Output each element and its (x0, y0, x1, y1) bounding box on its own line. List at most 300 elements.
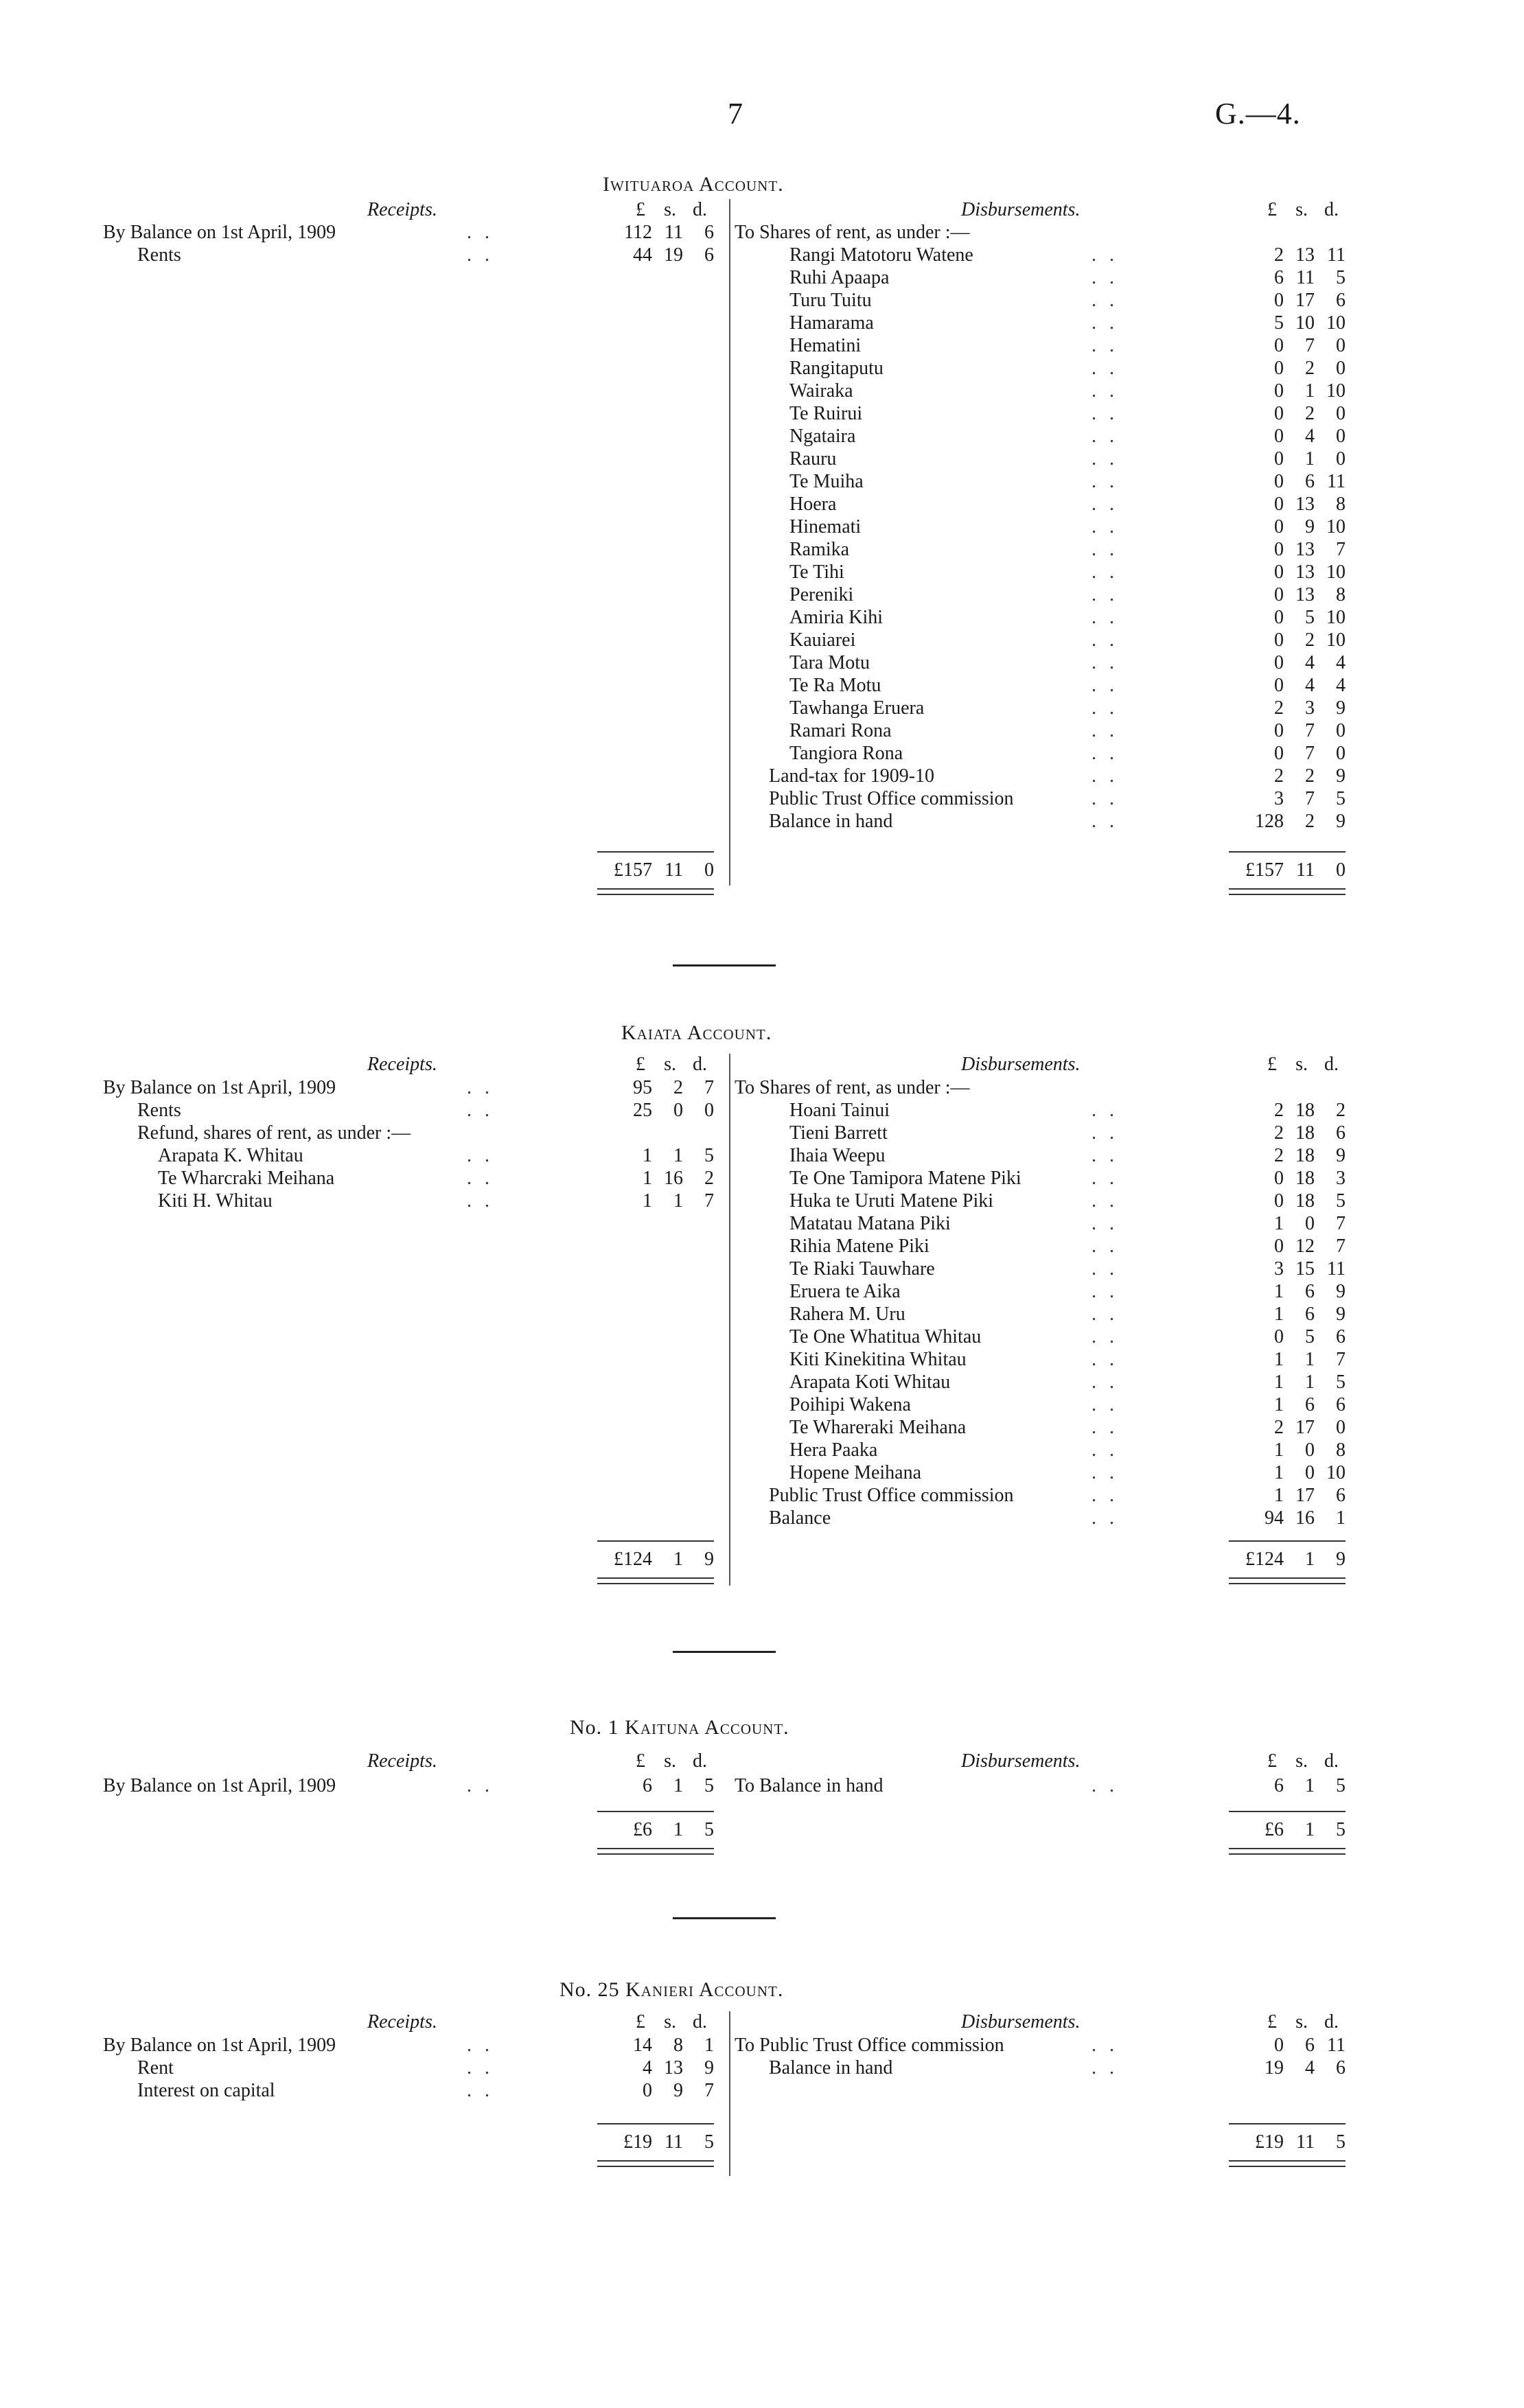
amount-shillings: 4 (1305, 426, 1315, 447)
row-label: Rent (137, 2057, 174, 2079)
share-row (0, 266, 1524, 289)
amount-pounds: 4 (643, 2057, 652, 2079)
amount-pounds: 0 (1274, 2035, 1284, 2056)
amount-shillings: 18 (1295, 1168, 1315, 1189)
row-label: Kauiarei (789, 629, 856, 651)
amount-pounds: 0 (1274, 629, 1284, 651)
amount-shillings: 0 (1305, 1439, 1315, 1461)
total-pence: 5 (704, 2131, 714, 2153)
leader-dots: . . (1092, 1258, 1118, 1280)
amount-shillings: 2 (1305, 765, 1315, 787)
amount-pence: 0 (1336, 426, 1346, 447)
total-shillings: 11 (665, 859, 683, 881)
share-row (0, 629, 1524, 651)
kaituna-disbursements-total-double-rule (1229, 1848, 1346, 1855)
kaituna-receipts-total-top-rule (597, 1811, 714, 1812)
amount (1229, 312, 1346, 334)
amount-pence: 7 (704, 2080, 714, 2101)
leader-dots: . . (1092, 1190, 1118, 1212)
amount-pence: 8 (1336, 494, 1346, 515)
kanieri-title (559, 1978, 783, 2002)
row-label: Te Ra Motu (789, 675, 881, 696)
amount-pence: 11 (1327, 244, 1346, 266)
row-label: To Public Trust Office commission (735, 2035, 1004, 2056)
kaiata-receipts-total-double-rule (597, 1577, 714, 1584)
share-row (0, 538, 1524, 561)
row-label: Rauru (789, 448, 837, 470)
kaiata-divider (729, 1054, 730, 1586)
disbursement-row (0, 1774, 1524, 1797)
amount (1229, 1416, 1346, 1439)
amount-shillings: 1 (1305, 1371, 1315, 1393)
receipt-row (0, 2079, 1524, 2102)
leader-dots: . . (1092, 1462, 1118, 1483)
amount-pence: 10 (1326, 1462, 1346, 1483)
amount-pence: 5 (1336, 267, 1346, 288)
leader-dots: . . (467, 2035, 494, 2056)
row-label: Arapata K. Whitau (158, 1145, 303, 1166)
amount-shillings: 9 (1305, 516, 1315, 537)
amount-pence: 5 (1336, 1190, 1346, 1212)
share-row (0, 561, 1524, 583)
amount (1229, 561, 1346, 583)
amount-pence: 0 (704, 1100, 714, 1121)
total-shillings: 11 (1296, 859, 1315, 881)
amount (1229, 787, 1346, 810)
amount-pounds: 1 (643, 1145, 652, 1166)
leader-dots: . . (1092, 471, 1118, 492)
amount-pounds: 2 (1274, 1122, 1284, 1144)
pounds-header: £ (1267, 1750, 1277, 1772)
amount-shillings: 18 (1295, 1122, 1315, 1144)
kaiata-disbursements-total-top-rule (1229, 1540, 1346, 1542)
amount-pounds: 0 (1274, 1190, 1284, 1212)
pence-header: d. (1324, 1054, 1339, 1075)
amount-shillings: 6 (1305, 1281, 1315, 1302)
total-shillings: 1 (673, 1819, 683, 1840)
amount-pounds: 0 (1274, 743, 1284, 764)
amount-pounds: 6 (1274, 267, 1284, 288)
leader-dots: . . (1092, 1417, 1118, 1438)
amount-shillings: 0 (1305, 1462, 1315, 1483)
row-label: Rihia Matene Piki (789, 1236, 930, 1257)
lsd-column-headers (1229, 2011, 1346, 2033)
leader-dots: . . (1092, 1394, 1118, 1415)
row-label: Rahera M. Uru (789, 1304, 905, 1325)
amount (1229, 244, 1346, 266)
share-row (0, 606, 1524, 629)
leader-dots: . . (1092, 811, 1118, 832)
amount-pounds: 44 (633, 244, 652, 266)
shillings-header: s. (664, 1054, 676, 1075)
row-label: Hoera (789, 494, 837, 515)
lsd-column-headers (597, 1054, 714, 1076)
amount (1229, 1144, 1346, 1167)
total-shillings: 11 (665, 2131, 683, 2153)
leader-dots: . . (1092, 1122, 1118, 1144)
amount (1229, 1212, 1346, 1235)
kaiata-title (621, 1021, 772, 1045)
total-pence: 9 (704, 1549, 714, 1570)
shillings-header: s. (1295, 1750, 1308, 1772)
amount-pounds: 2 (1274, 1100, 1284, 1121)
share-row (0, 1258, 1524, 1280)
amount (1229, 810, 1346, 833)
row-label: Te Ruirui (789, 403, 863, 424)
amount-pounds: 0 (1274, 448, 1284, 470)
leader-dots: . . (1092, 1145, 1118, 1166)
share-row (0, 244, 1524, 266)
total-pence: 0 (704, 859, 714, 881)
amount (1229, 1325, 1346, 1348)
amount-pence: 6 (1336, 1485, 1346, 1506)
amount-pounds: 0 (1274, 675, 1284, 696)
amount-pounds: 0 (1274, 471, 1284, 492)
pence-header: d. (693, 199, 707, 220)
amount-pounds: 25 (633, 1100, 652, 1121)
amount-pounds: 0 (1274, 426, 1284, 447)
row-label: Tieni Barrett (789, 1122, 888, 1144)
amount-pence: 1 (1336, 1507, 1346, 1529)
account-title-text: Kanieri Account. (625, 1978, 784, 2001)
leader-dots: . . (1092, 267, 1118, 288)
amount-pounds: 0 (1274, 1326, 1284, 1347)
amount (1229, 1258, 1346, 1280)
amount-shillings: 18 (1295, 1145, 1315, 1166)
kaiata-disbursements-total-double-rule (1229, 1577, 1346, 1584)
amount-pence: 0 (1336, 448, 1346, 470)
total-pence: 9 (1336, 1549, 1346, 1570)
leader-dots: . . (1092, 788, 1118, 809)
shares-heading (0, 221, 1524, 244)
amount-shillings: 1 (673, 1775, 683, 1796)
amount-shillings: 19 (664, 244, 683, 266)
leader-dots: . . (467, 2057, 494, 2079)
amount-pence: 0 (1336, 403, 1346, 424)
amount-shillings: 17 (1295, 290, 1315, 311)
amount-shillings: 8 (673, 2035, 683, 2056)
total-pounds: £157 (614, 859, 652, 881)
leader-dots: . . (1092, 652, 1118, 673)
amount-pence: 11 (1327, 2035, 1346, 2056)
amount-shillings: 9 (673, 2080, 683, 2101)
iwituaroa-divider (729, 199, 730, 885)
leader-dots: . . (1092, 1304, 1118, 1325)
shillings-header: s. (664, 199, 676, 220)
leader-dots: . . (1092, 312, 1118, 334)
kanieri-disbursements-total-top-rule (1229, 2123, 1346, 2125)
share-row (0, 1144, 1524, 1167)
amount-shillings: 5 (1305, 1326, 1315, 1347)
share-row (0, 1212, 1524, 1235)
amount (1229, 1099, 1346, 1122)
row-label: Ruhi Apaapa (789, 267, 890, 288)
amount-pounds: 3 (1274, 788, 1284, 809)
row-label: Arapata Koti Whitau (789, 1371, 951, 1393)
amount (1229, 1122, 1346, 1144)
share-row (0, 1348, 1524, 1371)
row-label: Te Muiha (789, 471, 864, 492)
amount (1229, 357, 1346, 380)
share-row (0, 493, 1524, 516)
row-label: Tangiora Rona (789, 743, 903, 764)
amount-pence: 6 (1336, 1122, 1346, 1144)
disbursement-row (0, 765, 1524, 787)
amount-pounds: 2 (1274, 244, 1284, 266)
row-label: Rangi Matotoru Watene (789, 244, 973, 266)
row-label: Public Trust Office commission (769, 788, 1014, 809)
share-row (0, 357, 1524, 380)
leader-dots: . . (1092, 562, 1118, 583)
leader-dots: . . (1092, 1371, 1118, 1393)
amount-pence: 6 (1336, 290, 1346, 311)
leader-dots: . . (1092, 2057, 1118, 2079)
amount-shillings: 2 (1305, 629, 1315, 651)
leader-dots: . . (467, 222, 494, 243)
leader-dots: . . (467, 1775, 494, 1796)
row-label: Hoani Tainui (789, 1100, 890, 1121)
section-separator (673, 1917, 776, 1919)
amount-pence: 8 (1336, 584, 1346, 605)
amount (1229, 2057, 1346, 2079)
row-label: Balance (769, 1507, 831, 1529)
shillings-header: s. (664, 1750, 676, 1772)
amount-pence: 5 (704, 1775, 714, 1796)
total-pence: 5 (1336, 1819, 1346, 1840)
amount-pounds: 0 (1274, 539, 1284, 560)
amount-pence: 9 (704, 2057, 714, 2079)
share-row (0, 1280, 1524, 1303)
shillings-header: s. (1295, 199, 1308, 220)
leader-dots: . . (1092, 2035, 1118, 2056)
leader-dots: . . (1092, 1349, 1118, 1370)
share-row (0, 583, 1524, 606)
amount (1229, 538, 1346, 561)
row-label: Hinemati (789, 516, 862, 537)
leader-dots: . . (467, 1100, 494, 1121)
amount (1229, 1303, 1346, 1325)
amount-pounds: 0 (1274, 1168, 1284, 1189)
receipts-heading: Receipts. (367, 199, 437, 220)
share-row (0, 1099, 1524, 1122)
total-pounds: £19 (623, 2131, 652, 2153)
amount-shillings: 18 (1295, 1190, 1315, 1212)
amount (1229, 651, 1346, 674)
share-row (0, 1167, 1524, 1190)
leader-dots: . . (467, 1145, 494, 1166)
share-row (0, 289, 1524, 312)
receipts-heading: Receipts. (367, 2011, 437, 2033)
share-row (0, 742, 1524, 765)
amount-shillings: 13 (1295, 539, 1315, 560)
row-label: Rangitaputu (789, 358, 884, 379)
share-row (0, 1235, 1524, 1258)
row-label: Te One Whatitua Whitau (789, 1326, 982, 1347)
amount-pence: 9 (1336, 1145, 1346, 1166)
amount-pence: 7 (1336, 539, 1346, 560)
amount-pounds: 1 (643, 1190, 652, 1212)
pounds-header: £ (1267, 2011, 1277, 2033)
leader-dots: . . (1092, 1485, 1118, 1506)
row-label: Te Riaki Tauwhare (789, 1258, 935, 1280)
amount-pence: 10 (1326, 380, 1346, 402)
amount-pence: 9 (1336, 811, 1346, 832)
account-title-text: Iwituaroa Account. (603, 173, 784, 196)
amount-pence: 0 (1336, 1417, 1346, 1438)
amount (1229, 606, 1346, 629)
pence-header: d. (693, 1750, 707, 1772)
amount (1229, 719, 1346, 742)
receipts-heading: Receipts. (367, 1054, 437, 1075)
row-label: Hera Paaka (789, 1439, 878, 1461)
amount (1229, 697, 1346, 719)
amount-shillings: 6 (1305, 471, 1315, 492)
amount (1229, 516, 1346, 538)
leader-dots: . . (467, 1168, 494, 1189)
amount-pence: 4 (1336, 652, 1346, 673)
row-label: Turu Tuitu (789, 290, 872, 311)
amount (1229, 2034, 1346, 2057)
share-row (0, 697, 1524, 719)
amount (1229, 289, 1346, 312)
amount-shillings: 7 (1305, 720, 1315, 741)
leader-dots: . . (1092, 1213, 1118, 1234)
disbursements-heading: Disbursements. (961, 2011, 1081, 2033)
amount-pounds: 1 (1274, 1213, 1284, 1234)
leader-dots: . . (467, 1077, 494, 1098)
leader-dots: . . (1092, 1326, 1118, 1347)
amount-shillings: 2 (1305, 403, 1315, 424)
amount-shillings: 2 (1305, 358, 1315, 379)
amount-pounds: 0 (1274, 290, 1284, 311)
pounds-header: £ (1267, 199, 1277, 220)
amount-shillings: 7 (1305, 788, 1315, 809)
amount (1229, 1439, 1346, 1461)
amount-shillings: 1 (1305, 1775, 1315, 1796)
amount-shillings: 0 (673, 1100, 683, 1121)
row-label: Ramika (789, 539, 850, 560)
disbursements-heading: Disbursements. (961, 199, 1081, 220)
amount-shillings: 13 (1295, 562, 1315, 583)
amount-pence: 0 (1336, 358, 1346, 379)
leader-dots: . . (467, 1190, 494, 1212)
pounds-header: £ (1267, 1054, 1277, 1075)
disbursement-row (0, 810, 1524, 833)
amount-pence: 0 (1336, 720, 1346, 741)
document-code: G.—4. (1215, 97, 1301, 130)
row-label: To Shares of rent, as under :— (735, 1077, 970, 1098)
amount-pounds: 0 (1274, 516, 1284, 537)
amount-pounds: 0 (1274, 494, 1284, 515)
leader-dots: . . (1092, 1100, 1118, 1121)
row-label: Te Wharcraki Meihana (158, 1168, 335, 1189)
amount-pounds: 19 (1265, 2057, 1284, 2079)
amount-shillings: 13 (1295, 494, 1315, 515)
amount-pounds: 6 (643, 1775, 652, 1796)
leader-dots: . . (1092, 358, 1118, 379)
leader-dots: . . (1092, 584, 1118, 605)
amount-pence: 0 (1336, 335, 1346, 356)
amount (1229, 1461, 1346, 1484)
share-row (0, 516, 1524, 538)
leader-dots: . . (1092, 629, 1118, 651)
amount-pounds: 0 (1274, 1236, 1284, 1257)
disbursement-row (0, 2057, 1524, 2079)
leader-dots: . . (1092, 1439, 1118, 1461)
row-label: By Balance on 1st April, 1909 (103, 2035, 336, 2056)
leader-dots: . . (1092, 697, 1118, 719)
amount-shillings: 17 (1295, 1485, 1315, 1506)
disbursements-heading: Disbursements. (961, 1750, 1081, 1772)
amount-shillings: 4 (1305, 652, 1315, 673)
share-row (0, 674, 1524, 697)
iwituaroa-receipts-total-top-rule (597, 851, 714, 853)
amount-pence: 6 (704, 244, 714, 266)
amount-pounds: 1 (1274, 1394, 1284, 1415)
amount-pence: 1 (704, 2035, 714, 2056)
amount-pounds: 1 (643, 1168, 652, 1189)
amount-pence: 2 (1336, 1100, 1346, 1121)
amount-shillings: 13 (664, 2057, 683, 2079)
amount (1229, 402, 1346, 425)
amount (1229, 674, 1346, 697)
amount-pounds: 1 (1274, 1304, 1284, 1325)
pence-header: d. (1324, 1750, 1339, 1772)
row-label: Kiti Kinekitina Whitau (789, 1349, 967, 1370)
amount (1229, 1371, 1346, 1393)
amount-pence: 9 (1336, 765, 1346, 787)
amount-shillings: 7 (1305, 743, 1315, 764)
row-label: By Balance on 1st April, 1909 (103, 1775, 336, 1796)
disbursement-row (0, 1484, 1524, 1507)
total-pounds: £19 (1255, 2131, 1284, 2153)
amount-pounds: 1 (1274, 1439, 1284, 1461)
amount-pounds: 0 (1274, 652, 1284, 673)
row-label: Pereniki (789, 584, 854, 605)
amount-pence: 2 (704, 1168, 714, 1189)
amount-pence: 7 (1336, 1236, 1346, 1257)
amount (1229, 470, 1346, 493)
pounds-header: £ (636, 2011, 645, 2033)
row-label: Ihaia Weepu (789, 1145, 886, 1166)
amount-pence: 5 (1336, 788, 1346, 809)
amount-pence: 6 (704, 222, 714, 243)
amount (597, 2079, 714, 2102)
pence-header: d. (693, 2011, 707, 2033)
amount-pounds: 0 (1274, 607, 1284, 628)
amount-shillings: 2 (673, 1077, 683, 1098)
lsd-column-headers (597, 199, 714, 221)
leader-dots: . . (1092, 607, 1118, 628)
amount-pence: 5 (1336, 1775, 1346, 1796)
amount-shillings: 18 (1295, 1100, 1315, 1121)
row-label: Matatau Matana Piki (789, 1213, 951, 1234)
amount-pence: 10 (1326, 629, 1346, 651)
total-pence: 5 (704, 1819, 714, 1840)
amount-pounds: 1 (1274, 1281, 1284, 1302)
leader-dots: . . (1092, 516, 1118, 537)
amount-pounds: 2 (1274, 1145, 1284, 1166)
pounds-header: £ (636, 199, 645, 220)
amount-pounds: 2 (1274, 765, 1284, 787)
amount-pence: 10 (1326, 562, 1346, 583)
amount (1229, 1484, 1346, 1507)
row-label: Te Whareraki Meihana (789, 1417, 967, 1438)
amount (1229, 1280, 1346, 1303)
disbursements-heading: Disbursements. (961, 1054, 1081, 1075)
amount-pounds: 1 (1274, 1462, 1284, 1483)
amount (1229, 1348, 1346, 1371)
